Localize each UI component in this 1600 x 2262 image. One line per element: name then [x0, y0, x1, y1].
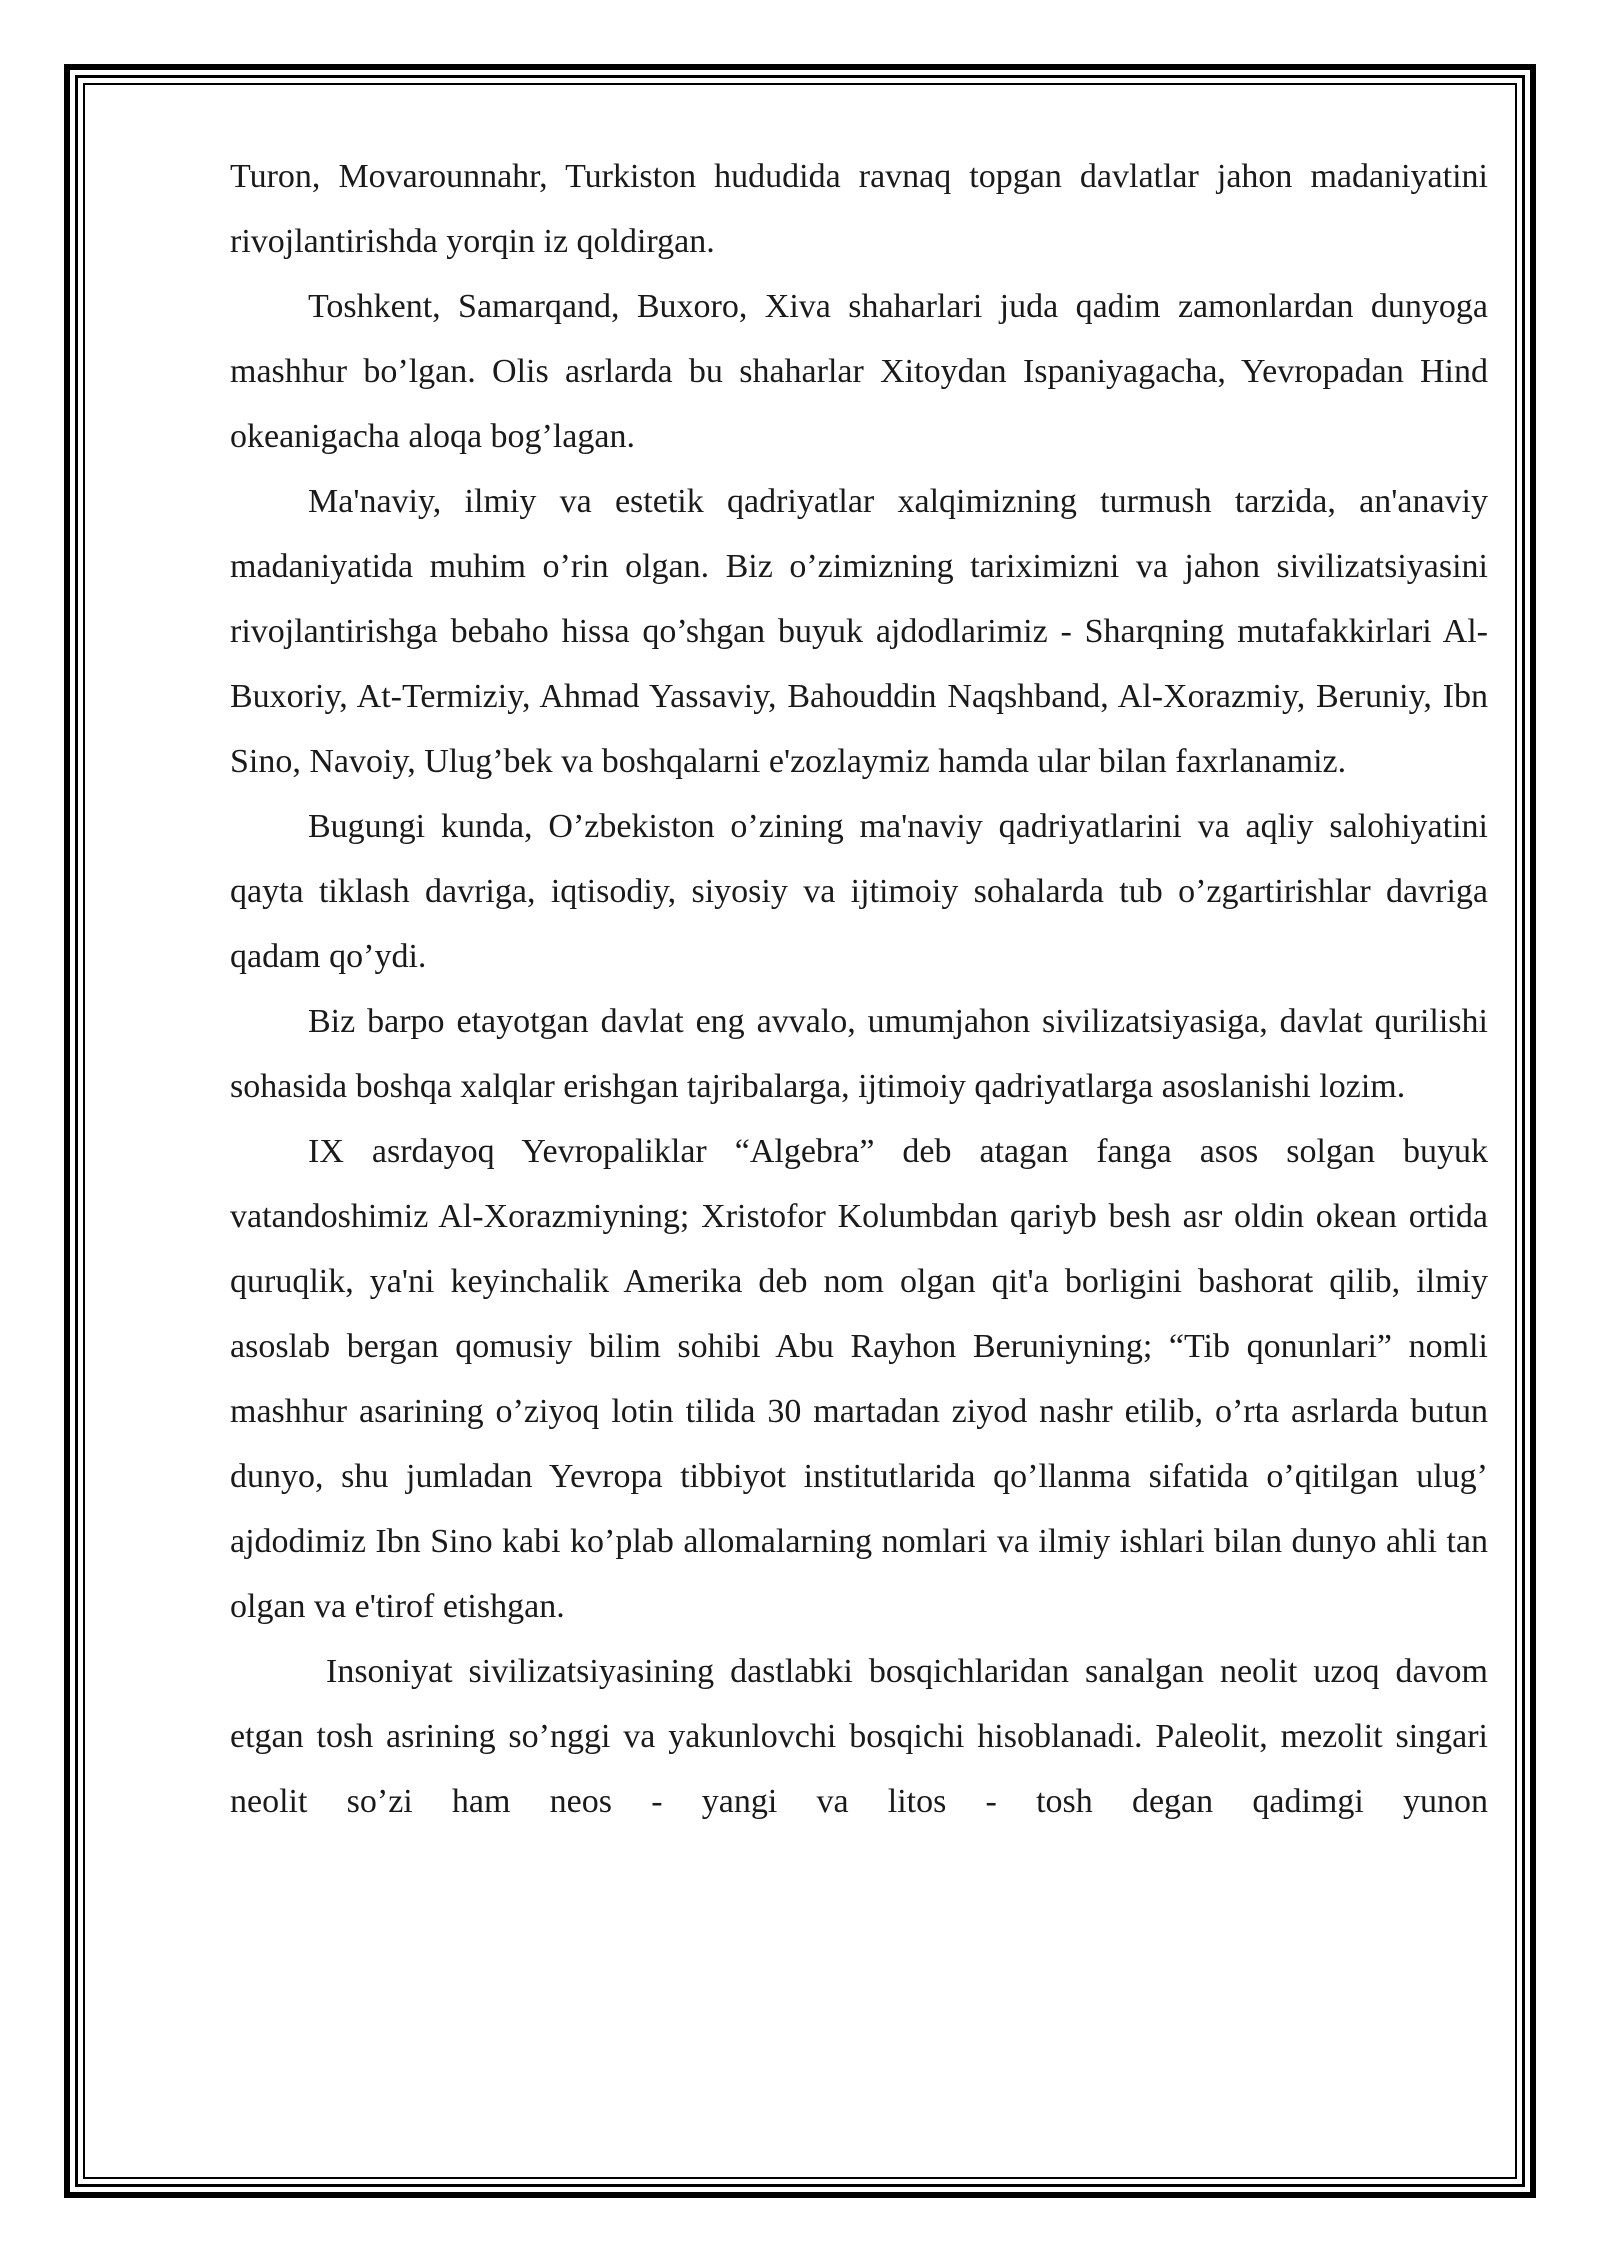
paragraph-6: IX asrdayoq Yevropaliklar “Algebra” deb atagan fanga asos solgan buyuk vatandoshimiz Al-Xorazmiyning; Xristofor Kolumbdan qariyb besh asr oldin okean ortida quruqlik, ya'ni keyinchalik Amerika deb nom olgan qit'a borligini bashorat qilib, ilmiy asoslab bergan qomusiy bilim sohibi Abu Rayhon Beruniyning; “Tib qonunlari” nomli mashhur asarining o’ziyoq lotin tilida 30 martadan ziyod nashr etilib, o’rta asrlarda butun dunyo, shu jumladan Yevropa tibbiyot institutlarida qo’llanma sifatida o’qitilgan ulug’ ajdodimiz Ibn Sino kabi ko’plab allomalarning nomlari va ilmiy ishlari bilan dunyo ahli tan olgan va e'tirof etishgan.	[230, 1133, 1488, 1625]
paragraph-1: Turon, Movarounnahr, Turkiston hududida ravnaq topgan davlatlar jahon madaniyatini rivojlantirishda yorqin iz qoldirgan.	[230, 158, 1488, 260]
paragraph-5: Biz barpo etayotgan davlat eng avvalo, umumjahon sivilizatsiyasiga, davlat qurilishi sohasida boshqa xalqlar erishgan tajribalarga, ijtimoiy qadriyatlarga asoslanishi lozim.	[230, 1003, 1488, 1105]
document-body	[230, 144, 1488, 1834]
paragraph-7: Insoniyat sivilizatsiyasining dastlabki bosqichlaridan sanalgan neolit uzoq davom etgan tosh asrining so’nggi va yakunlovchi bosqichi hisoblanadi. Paleolit, mezolit singari neolit so’zi ham neos - yangi va litos - tosh degan qadimgi yunon	[230, 1653, 1488, 1820]
paragraph-2: Toshkent, Samarqand, Buxoro, Xiva shaharlari juda qadim zamonlardan dunyoga mashhur bo’lgan. Olis asrlarda bu shaharlar Xitoydan Ispaniyagacha, Yevropadan Hind okeanigacha aloqa bog’lagan.	[230, 288, 1488, 455]
paragraph-4: Bugungi kunda, O’zbekiston o’zining ma'naviy qadriyatlarini va aqliy salohiyatini qayta tiklash davriga, iqtisodiy, siyosiy va ijtimoiy sohalarda tub o’zgartirishlar davriga qadam qo’ydi.	[230, 808, 1488, 975]
paragraph-3: Ma'naviy, ilmiy va estetik qadriyatlar xalqimizning turmush tarzida, an'anaviy madaniyatida muhim o’rin olgan. Biz o’zimizning tariximizni va jahon sivilizatsiyasini rivojlantirishga bebaho hissa qo’shgan buyuk ajdodlarimiz - Sharqning mutafakkirlari Al-Buxoriy, At-Termiziy, Ahmad Yassaviy, Bahouddin Naqshband, Al-Xorazmiy, Beruniy, Ibn Sino, Navoiy, Ulug’bek va boshqalarni e'zozlaymiz hamda ular bilan faxrlanamiz.	[230, 483, 1488, 780]
